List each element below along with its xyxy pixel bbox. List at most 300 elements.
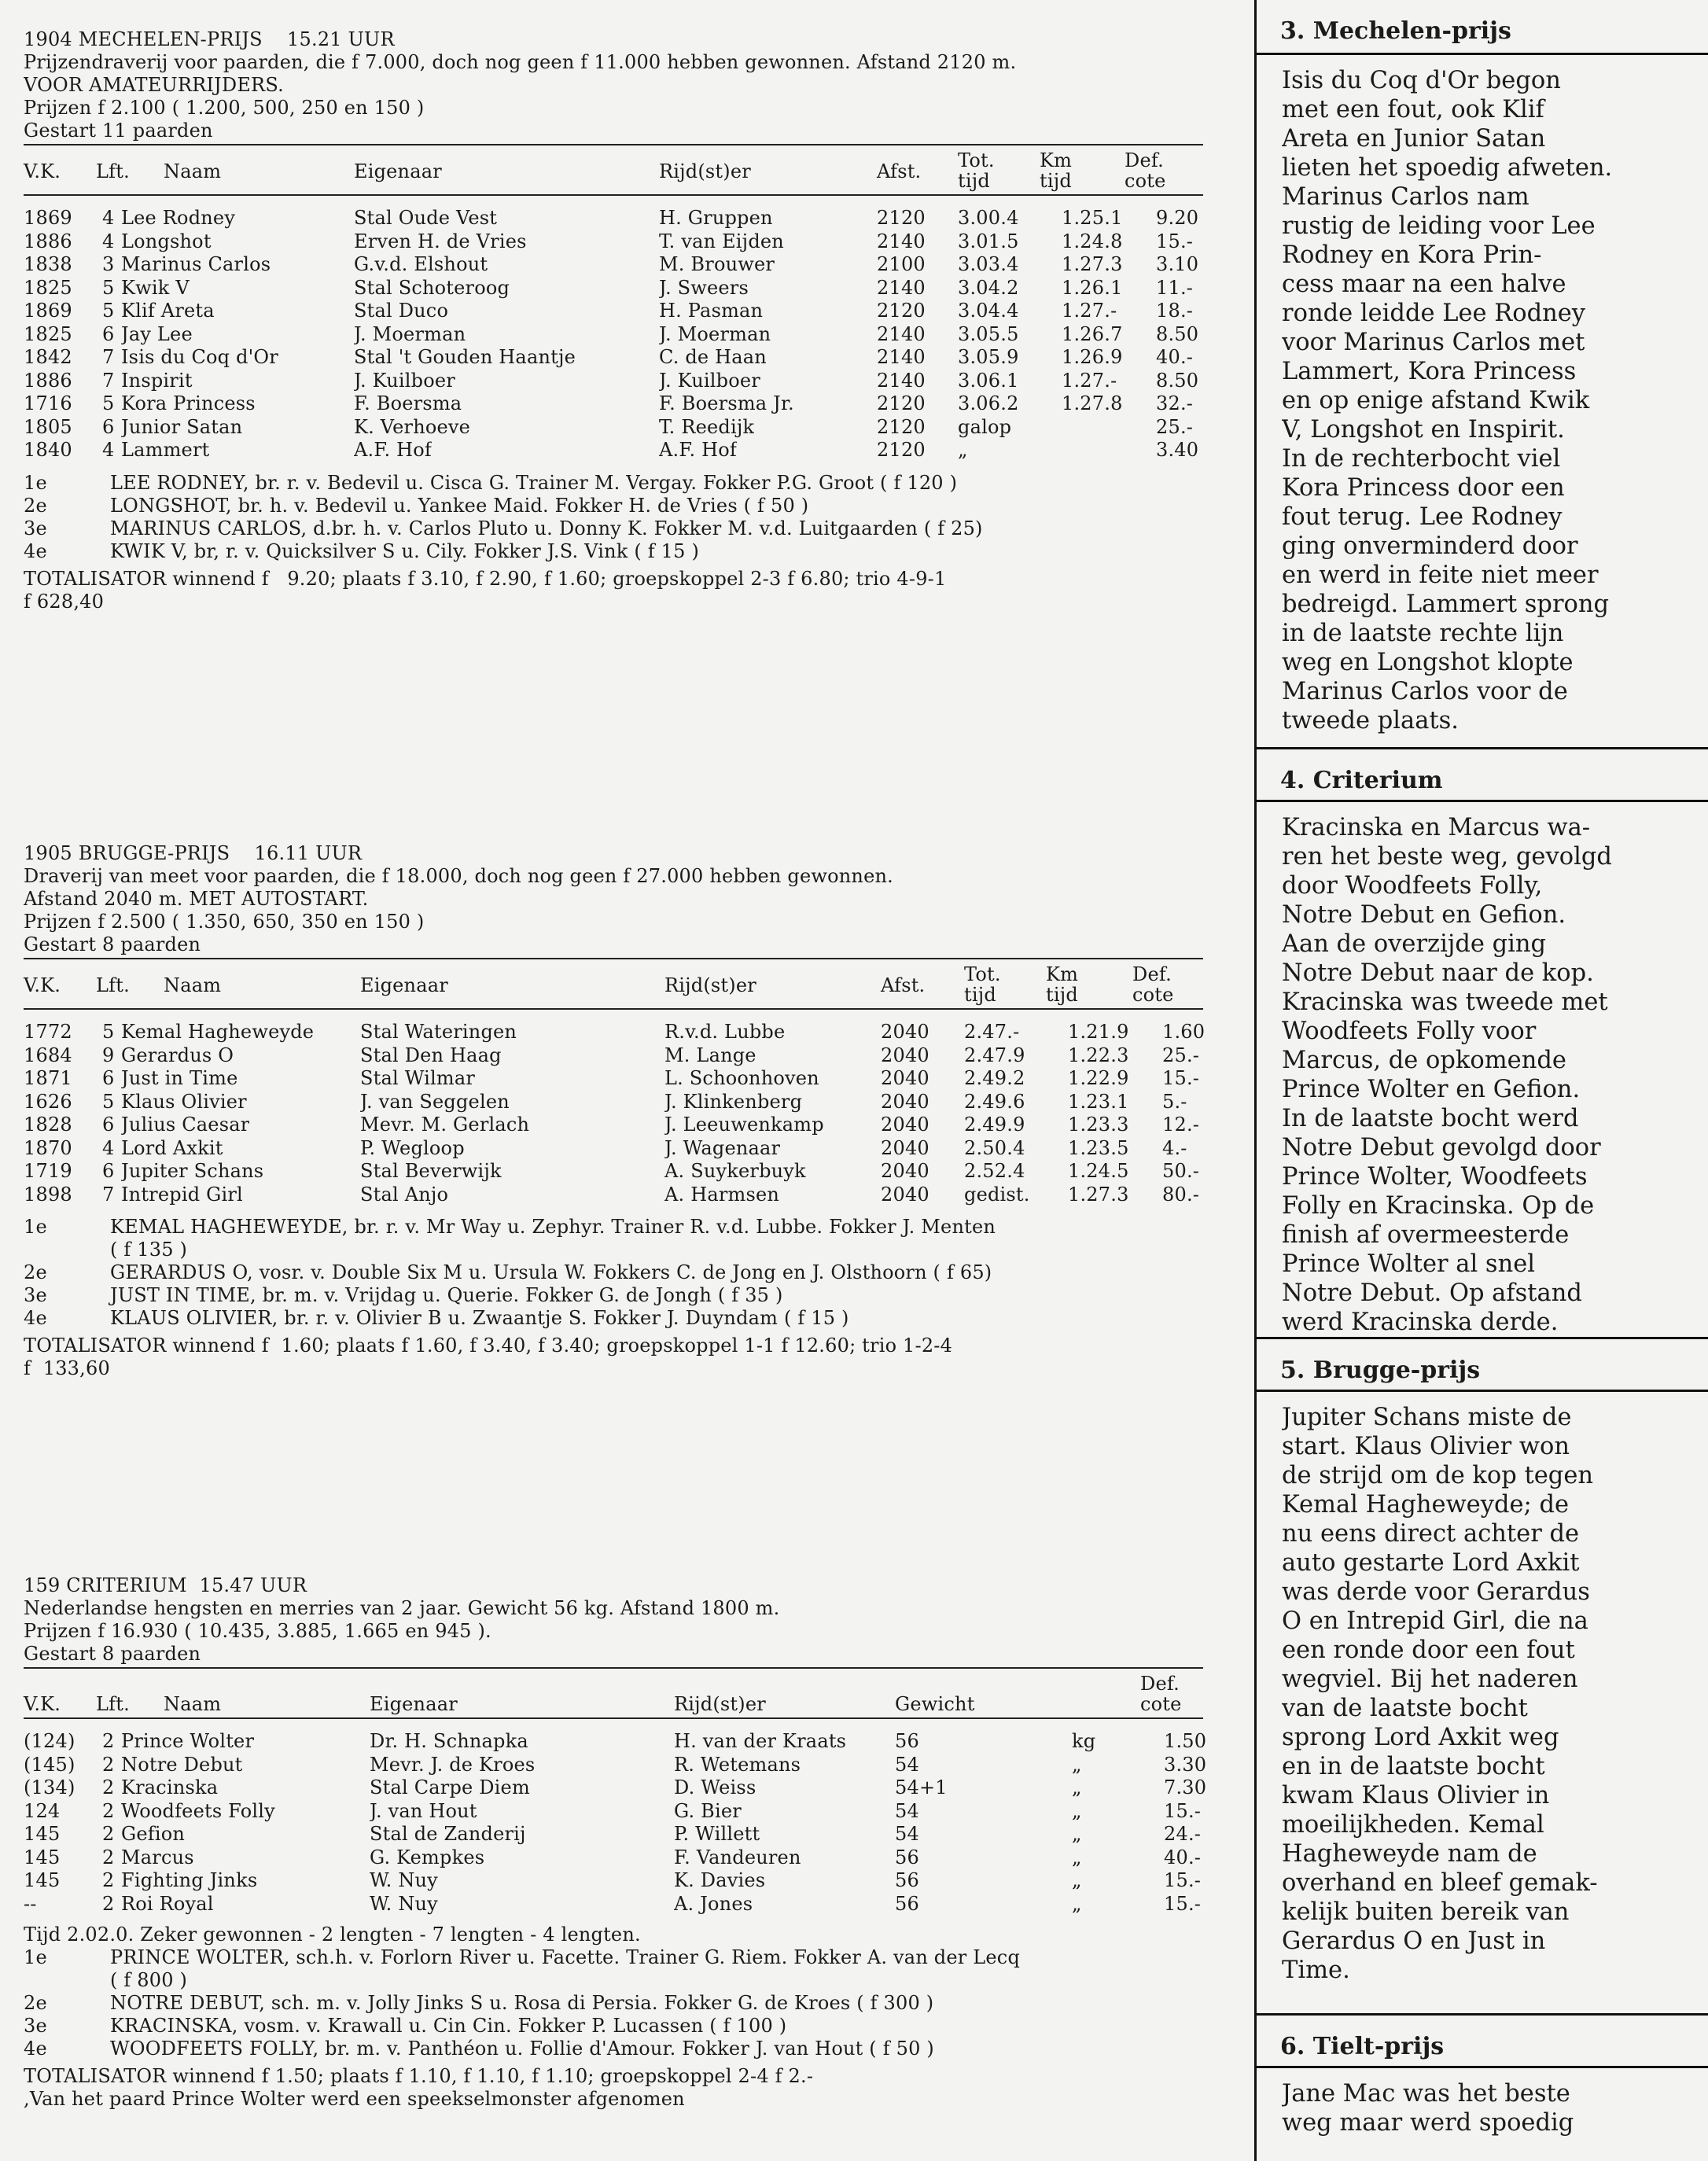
cell-naam: Fighting Jinks [121,1869,258,1891]
cell-lft: 6 [102,322,115,345]
report-line: nu eens direct achter de [1282,1520,1580,1548]
cell-lft: 7 [102,346,115,368]
cell-rijder: M. Brouwer [659,253,775,275]
result-text: MARINUS CARLOS, d.br. h. v. Carlos Pluto u. Donny K. Fokker M. v.d. Luitgaarden ( f 25) [110,517,983,539]
cell-vk: 1870 [24,1136,72,1159]
cell-naam: Gefion [121,1823,186,1845]
cell-afst: 2140 [877,369,926,392]
report-line: Gerardus O en Just in [1282,1927,1546,1955]
report-line: en in de laatste bocht [1282,1753,1545,1780]
cell-unit: kg [1072,1730,1096,1752]
cell-unit: „ [1072,1892,1082,1915]
report-line: bedreigd. Lammert sprong [1282,591,1610,618]
cell-naam: Kemal Hagheweyde [121,1021,315,1043]
table-row [24,1823,1203,1846]
cell-eigenaar: W. Nuy [370,1869,438,1891]
col-cote: cote [1140,1693,1182,1715]
report-line: Kracinska en Marcus wa- [1282,814,1591,841]
cell-naam: Klif Areta [121,300,215,322]
cell-cote: 40.- [1156,346,1194,368]
col-afst: Afst. [881,974,926,996]
cell-vk: 1805 [24,415,72,438]
cell-vk: 145 [24,1823,61,1845]
cell-vk: 1869 [24,207,72,229]
cell-unit: „ [1072,1823,1082,1845]
report-line: Time. [1282,1957,1350,1984]
table-row [24,207,1203,230]
results-list [24,1216,1203,1330]
table-row [24,1160,1203,1184]
cell-unit: „ [1072,1753,1082,1776]
cell-vk: 124 [24,1799,61,1822]
cell-naam: Prince Wolter [121,1730,255,1752]
cell-tot: 2.49.2 [964,1067,1025,1089]
cell-eigenaar: K. Verhoeve [354,415,471,438]
report-line: werd Kracinska derde. [1282,1309,1559,1336]
cell-lft: 5 [102,1021,115,1043]
cell-tot: 2.52.4 [964,1160,1025,1182]
result-text: KLAUS OLIVIER, br. r. v. Olivier B u. Zwaantje S. Fokker J. Duyndam ( f 15 ) [110,1307,849,1329]
cell-afst: 2120 [877,392,926,414]
race-title: 1904 MECHELEN-PRIJS 15.21 UUR [24,28,395,50]
report-line: ronde leidde Lee Rodney [1282,300,1586,327]
cell-lft: 6 [102,1160,115,1182]
cell-cote: 24.- [1164,1823,1202,1845]
cell-vk: 1684 [24,1044,72,1066]
cell-gew: 54+1 [895,1776,948,1798]
cell-eigenaar: Erven H. de Vries [354,230,527,252]
cell-cote: 9.20 [1156,207,1199,229]
cell-afst: 2040 [881,1067,929,1089]
cell-lft: 4 [102,439,115,461]
report-line: Folly en Kracinska. Op de [1282,1192,1595,1220]
cell-eigenaar: J. Kuilboer [354,369,455,392]
report-line: ging onverminderd door [1282,532,1578,560]
cell-vk: 145 [24,1846,61,1868]
cell-eigenaar: J. van Seggelen [360,1090,510,1113]
report-line: Marcus, de opkomende [1282,1047,1566,1074]
section-body [1257,1392,1708,1985]
table-row [24,1800,1203,1824]
report-section [1257,1337,1708,1985]
race-time: Tijd 2.02.0. Zeker gewonnen - 2 lengten - 7 lengten - 4 lengten. [24,1924,641,1946]
cell-rijder: M. Lange [664,1044,756,1066]
cell-lft: 7 [102,1183,115,1206]
cell-lft: 4 [102,230,115,252]
report-line: Marinus Carlos voor de [1282,678,1568,705]
race-prizes: Prijzen f 16.930 ( 10.435, 3.885, 1.665 en 945 ). [24,1620,491,1642]
result-line [24,1307,1203,1330]
report-line: cess maar na een halve [1282,271,1566,298]
cell-eigenaar: Stal 't Gouden Haantje [354,346,576,368]
col-def: Def. [1125,149,1164,171]
cell-eigenaar: Stal Beverwijk [360,1160,502,1182]
result-position: 3e [24,2015,47,2037]
cell-eigenaar: Stal Wateringen [360,1021,517,1043]
result-position: 2e [24,1992,47,2014]
race-conditions: Prijzendraverij voor paarden, die f 7.000, doch nog geen f 11.000 hebben gewonnen. Afstand 2120 m. [24,51,1017,73]
table-row [24,1091,1203,1114]
cell-km: 1.26.7 [1062,322,1123,345]
cell-vk: 1898 [24,1183,72,1206]
table-row [24,1067,1203,1091]
col-km-tijd: tijd [1040,170,1072,192]
cell-tot: 3.04.4 [958,300,1019,322]
cell-cote: 1.60 [1162,1021,1206,1043]
report-line: V, Longshot en Inspirit. [1282,416,1565,444]
result-line [24,1216,1203,1239]
cell-lft: 3 [102,253,115,275]
cell-tot: gedist. [964,1183,1030,1206]
result-position: 1e [24,1216,47,1238]
cell-cote: 5.- [1162,1090,1187,1113]
cell-naam: Gerardus O [121,1044,234,1066]
cell-cote: 3.30 [1164,1753,1207,1776]
cell-rijder: R.v.d. Lubbe [664,1021,786,1043]
cell-gew: 54 [895,1799,919,1822]
cell-vk: -- [24,1892,37,1915]
cell-cote: 15.- [1162,1067,1200,1089]
cell-lft: 2 [102,1846,115,1868]
cell-tot: 3.04.2 [958,276,1019,299]
cell-naam: Lee Rodney [121,207,236,229]
report-line: moeilijkheden. Kemal [1282,1811,1544,1839]
cell-naam: Roi Royal [121,1892,214,1915]
report-line: Marinus Carlos nam [1282,183,1529,211]
totalisator-cont: f 628,40 [24,590,105,613]
report-line: voor Marinus Carlos met [1282,329,1585,356]
race-prizes: Prijzen f 2.500 ( 1.350, 650, 350 en 150 ) [24,911,425,933]
cell-cote: 3.40 [1156,439,1199,461]
race-conditions: VOOR AMATEURRIJDERS. [24,74,284,96]
report-line: een ronde door een fout [1282,1636,1575,1664]
report-section [1257,747,1708,1337]
cell-cote: 18.- [1156,300,1194,322]
col-lft: Lft. [96,974,130,996]
cell-rijder: G. Bier [674,1799,742,1822]
cell-naam: Woodfeets Folly [121,1799,275,1822]
cell-lft: 5 [102,1090,115,1113]
result-position: 1e [24,471,47,494]
result-line [24,1284,1203,1307]
report-line: Jane Mac was het beste [1282,2080,1570,2108]
cell-rijder: D. Weiss [674,1776,756,1798]
col-lft: Lft. [96,1693,130,1715]
cell-rijder: F. Vandeuren [674,1846,801,1868]
col-tot: Tot. [964,963,1001,985]
cell-rijder: F. Boersma Jr. [659,392,794,414]
report-line: wegviel. Bij het naderen [1282,1666,1578,1693]
cell-tot: 3.05.5 [958,322,1019,345]
cell-naam: Longshot [121,230,212,252]
saliva-note: ,Van het paard Prince Wolter werd een speekselmonster afgenomen [24,2088,685,2110]
cell-lft: 2 [102,1869,115,1891]
col-km: Km [1046,963,1079,985]
cell-rijder: H. Gruppen [659,207,773,229]
cell-gew: 54 [895,1823,919,1845]
report-line: finish af overmeesterde [1282,1221,1570,1249]
report-line: Hagheweyde nam de [1282,1840,1537,1868]
report-line: Notre Debut gevolgd door [1282,1134,1601,1161]
cell-rijder: L. Schoonhoven [664,1067,819,1089]
cell-eigenaar: Stal Schoteroog [354,276,510,299]
table-row [24,1730,1207,1754]
cell-tot: 2.49.6 [964,1090,1025,1113]
cell-lft: 9 [102,1044,115,1066]
report-line: In de laatste bocht werd [1282,1105,1579,1132]
cell-tot: 3.01.5 [958,230,1019,252]
cell-afst: 2100 [877,253,926,275]
result-line [24,1992,1203,2015]
cell-eigenaar: Stal Anjo [360,1183,449,1206]
result-text: KWIK V, br, r. v. Quicksilver S u. Cily. Fokker J.S. Vink ( f 15 ) [110,539,700,562]
result-line [24,1946,1203,1969]
race-conditions: Draverij van meet voor paarden, die f 18.000, doch nog geen f 27.000 hebben gewonnen. [24,865,893,887]
cell-rijder: J. Kuilboer [659,369,760,392]
cell-lft: 7 [102,369,115,392]
race-starters: Gestart 8 paarden [24,933,201,955]
table-row [24,439,1203,462]
cell-eigenaar: Mevr. M. Gerlach [360,1114,530,1136]
cell-km: 1.23.1 [1068,1090,1129,1113]
table-row [24,1114,1203,1137]
report-line: Kracinska was tweede met [1282,988,1608,1016]
result-position: 4e [24,539,47,562]
cell-naam: Kora Princess [121,392,256,414]
col-afst: Afst. [877,160,922,182]
col-naam: Naam [164,1693,222,1715]
cell-rijder: J. Klinkenberg [664,1090,803,1113]
cell-cote: 12.- [1162,1114,1200,1136]
col-eigenaar: Eigenaar [360,974,448,996]
cell-gew: 56 [895,1892,919,1915]
result-text: PRINCE WOLTER, sch.h. v. Forlorn River u. Facette. Trainer G. Riem. Fokker A. van der Lecq [110,1946,1021,1968]
cell-rijder: A.F. Hof [659,439,737,461]
cell-km: 1.27.- [1062,300,1117,322]
cell-cote: 50.- [1162,1160,1200,1182]
cell-rijder: C. de Haan [659,346,767,368]
cell-cote: 1.50 [1164,1730,1207,1752]
cell-naam: Intrepid Girl [121,1183,243,1206]
cell-afst: 2040 [881,1160,929,1182]
report-section [1257,2013,1708,2137]
cell-km: 1.23.5 [1068,1136,1129,1159]
cell-vk: 1840 [24,439,72,461]
report-line: start. Klaus Olivier won [1282,1433,1570,1460]
cell-cote: 25.- [1162,1044,1200,1066]
cell-afst: 2040 [881,1090,929,1113]
cell-naam: Kwik V [121,276,190,299]
cell-afst: 2040 [881,1021,929,1043]
report-line: Notre Debut en Gefion. [1282,901,1566,929]
report-line: van de laatste bocht [1282,1695,1528,1722]
cell-cote: 25.- [1156,415,1194,438]
entries-table [24,207,1203,462]
section-title: 5. Brugge-prijs [1257,1337,1708,1392]
result-text: KEMAL HAGHEWEYDE, br. r. v. Mr Way u. Zephyr. Trainer R. v.d. Lubbe. Fokker J. Menten [110,1216,996,1238]
cell-vk: (145) [24,1753,75,1776]
cell-km: 1.24.8 [1062,230,1123,252]
report-line: tweede plaats. [1282,707,1459,734]
result-text: NOTRE DEBUT, sch. m. v. Jolly Jinks S u. Rosa di Persia. Fokker G. de Kroes ( f 300 ) [110,1992,934,2014]
race-reports-column [1254,0,1708,2161]
cell-eigenaar: Stal Carpe Diem [370,1776,530,1798]
cell-km: 1.21.9 [1068,1021,1129,1043]
report-line: sprong Lord Axkit weg [1282,1724,1559,1751]
cell-rijder: J. Moerman [659,322,771,345]
col-def: Def. [1140,1673,1180,1695]
cell-rijder: J. Sweers [659,276,749,299]
cell-unit: „ [1072,1799,1082,1822]
col-eigenaar: Eigenaar [354,160,442,182]
cell-lft: 2 [102,1776,115,1798]
cell-naam: Inspirit [121,369,193,392]
cell-lft: 5 [102,300,115,322]
cell-rijder: T. Reedijk [659,415,755,438]
result-text: WOODFEETS FOLLY, br. m. v. Panthéon u. Follie d'Amour. Fokker J. van Hout ( f 50 ) [110,2038,934,2060]
report-line: weg maar werd spoedig [1282,2109,1574,2137]
col-tot: Tot. [958,149,995,171]
cell-km: 1.27.- [1062,369,1117,392]
cell-eigenaar: F. Boersma [354,392,462,414]
cell-vk: 1716 [24,392,72,414]
cell-eigenaar: Stal Duco [354,300,449,322]
cell-cote: 3.10 [1156,253,1199,275]
cell-cote: 8.50 [1156,322,1199,345]
report-line: O en Intrepid Girl, die na [1282,1607,1588,1635]
report-line: Kora Princess door een [1282,474,1565,502]
cell-rijder: J. Wagenaar [664,1136,781,1159]
report-line: auto gestarte Lord Axkit [1282,1549,1580,1577]
table-row [24,1044,1203,1068]
table-row [24,1869,1203,1893]
result-position: 2e [24,494,47,517]
cell-lft: 2 [102,1753,115,1776]
cell-afst: 2140 [877,276,926,299]
cell-eigenaar: J. van Hout [370,1799,477,1822]
col-rijder: Rijd(st)er [674,1693,766,1715]
cell-lft: 6 [102,415,115,438]
totalisator: TOTALISATOR winnend f 9.20; plaats f 3.10, f 2.90, f 1.60; groepskoppel 2-3 f 6.80; trio 4-9-1 [24,567,947,590]
report-line: Prince Wolter en Gefion. [1282,1076,1581,1103]
cell-eigenaar: Stal Wilmar [360,1067,476,1089]
report-line: Areta en Junior Satan [1282,125,1546,153]
result-position: 3e [24,1284,47,1306]
result-position: 4e [24,2038,47,2060]
result-line [24,2015,1203,2038]
cell-unit: „ [1072,1846,1082,1868]
cell-tot: 3.00.4 [958,207,1019,229]
report-line: was derde voor Gerardus [1282,1578,1590,1606]
cell-gew: 56 [895,1730,919,1752]
cell-rijder: A. Jones [674,1892,753,1915]
entries-table [24,1021,1206,1206]
cell-km: 1.26.1 [1062,276,1123,299]
cell-naam: Jay Lee [121,322,193,345]
cell-afst: 2140 [877,346,926,368]
report-line: In de rechterbocht viel [1282,445,1561,473]
cell-afst: 2040 [881,1044,929,1066]
cell-naam: Kracinska [121,1776,219,1798]
cell-vk: (134) [24,1776,75,1798]
cell-eigenaar: Stal Den Haag [360,1044,502,1066]
cell-naam: Notre Debut [121,1753,243,1776]
cell-vk: 1886 [24,230,72,252]
cell-vk: 1869 [24,300,72,322]
cell-naam: Lammert [121,439,210,461]
cell-rijder: H. Pasman [659,300,764,322]
cell-tot: 3.03.4 [958,253,1019,275]
table-row [24,323,1203,347]
cell-vk: 1626 [24,1090,72,1113]
section-title: 6. Tielt-prijs [1257,2013,1708,2068]
cell-km: 1.27.8 [1062,392,1123,414]
cell-naam: Jupiter Schans [121,1160,264,1182]
table-row [24,416,1203,440]
col-km-tijd: tijd [1046,984,1078,1006]
section-body [1257,802,1708,1337]
cell-km: 1.23.3 [1068,1114,1129,1136]
col-km: Km [1040,149,1073,171]
cell-vk: 145 [24,1869,61,1891]
table-row [24,230,1203,254]
cell-eigenaar: G.v.d. Elshout [354,253,488,275]
result-text: LEE RODNEY, br. r. v. Bedevil u. Cisca G. Trainer M. Vergay. Fokker P.G. Groot ( f 120 ) [110,471,958,494]
cell-eigenaar: Mevr. J. de Kroes [370,1753,536,1776]
race-starters: Gestart 11 paarden [24,120,213,142]
cell-vk: 1842 [24,346,72,368]
table-row [24,253,1203,277]
col-naam: Naam [164,974,222,996]
cell-eigenaar: W. Nuy [370,1892,438,1915]
result-text: KRACINSKA, vosm. v. Krawall u. Cin Cin. Fokker P. Lucassen ( f 100 ) [110,2015,787,2037]
report-line: en op enige afstand Kwik [1282,387,1590,414]
result-line [24,540,1203,563]
cell-lft: 2 [102,1823,115,1845]
col-rijder: Rijd(st)er [664,974,756,996]
cell-km: 1.22.3 [1068,1044,1129,1066]
cell-naam: Just in Time [121,1067,238,1089]
cell-cote: 15.- [1164,1799,1202,1822]
cell-cote: 15.- [1164,1869,1202,1891]
cell-cote: 15.- [1156,230,1194,252]
report-line: kwam Klaus Olivier in [1282,1782,1550,1809]
cell-tot: „ [958,439,968,461]
result-position: 4e [24,1307,47,1329]
cell-km: 1.27.3 [1062,253,1123,275]
cell-naam: Lord Axkit [121,1136,223,1159]
cell-afst: 2120 [877,415,926,438]
race-1904-mechelen-prijs [24,28,1203,613]
cell-naam: Marcus [121,1846,194,1868]
results-list [24,472,1203,563]
cell-eigenaar: A.F. Hof [354,439,432,461]
section-body [1257,55,1708,735]
cell-cote: 80.- [1162,1183,1200,1206]
table-row [24,1137,1203,1161]
cell-km: 1.26.9 [1062,346,1123,368]
cell-naam: Isis du Coq d'Or [121,346,278,368]
result-line [24,2038,1203,2060]
result-text: ( f 135 ) [110,1239,188,1261]
cell-lft: 2 [102,1730,115,1752]
report-line: Lammert, Kora Princess [1282,358,1577,385]
cell-tot: 2.50.4 [964,1136,1025,1159]
cell-tot: 3.06.1 [958,369,1019,392]
cell-eigenaar: J. Moerman [354,322,466,345]
race-159-criterium [24,1574,1207,2111]
race-prizes: Prijzen f 2.100 ( 1.200, 500, 250 en 150 ) [24,97,425,119]
